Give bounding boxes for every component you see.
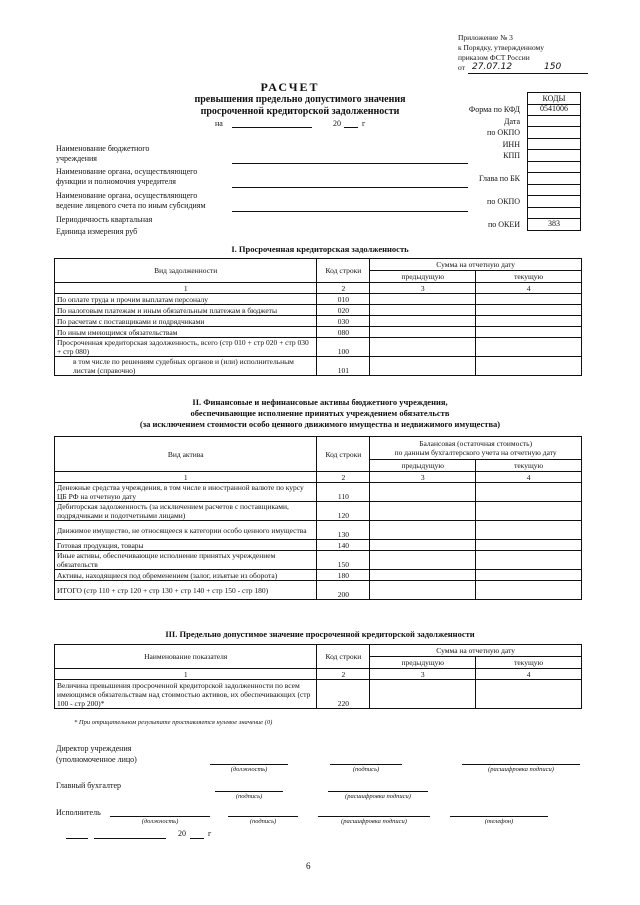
institution-label-1: Наименование бюджетного (56, 144, 150, 153)
row-name: в том числе по решениям судебных органов и (или) исполнительным листам (справочно) (55, 357, 317, 376)
code-label: по ОКПО (487, 128, 520, 137)
s2-num-1: 1 (55, 472, 317, 483)
table-row (55, 551, 582, 570)
s2-col-code: Код строки (317, 437, 370, 472)
s2-col-balance-2: по данным бухгалтерского учета на отчетную дату (394, 448, 557, 457)
founder-label-2: функции и полномочия учредителя (56, 177, 176, 186)
section1-title: I. Просроченная кредиторская задолженность (231, 244, 409, 254)
value-prev-cell[interactable] (370, 502, 476, 521)
row-code: 180 (317, 570, 370, 581)
code-label: по ОКЕИ (487, 220, 520, 229)
s1-num-3: 3 (370, 283, 476, 294)
table-row (55, 680, 582, 709)
code-label: по ОКПО (487, 197, 520, 206)
code-label: ИНН (502, 139, 520, 149)
code-value-cell[interactable] (527, 173, 581, 185)
founder-label (56, 167, 197, 187)
value-cur-cell[interactable] (476, 294, 582, 305)
table-row (55, 483, 582, 502)
s1-col-code: Код строки (317, 259, 370, 283)
code-value-cell[interactable] (527, 127, 581, 139)
code-label: Глава по БК (479, 174, 520, 183)
row-name: По иным имеющимся обязательствам (55, 327, 317, 338)
director-position-caption: (должность) (230, 766, 268, 773)
exec-date-suffix: г (208, 829, 212, 838)
value-prev-cell[interactable] (370, 570, 476, 581)
director-decode-line (462, 764, 580, 765)
row-code: 220 (317, 680, 370, 709)
exec-date-month-line (94, 838, 166, 839)
document-subtitle-2: просроченной кредиторской задолженности (200, 106, 400, 117)
accountant-decode-caption: (расшифровка подписи) (345, 793, 411, 800)
value-prev-cell[interactable] (370, 483, 476, 502)
section2-table (54, 436, 582, 600)
s2-num-2: 2 (317, 472, 370, 483)
row-code: 101 (317, 357, 370, 376)
code-value-cell[interactable] (527, 196, 581, 208)
founder-line (232, 187, 468, 188)
value-cur-cell[interactable] (476, 357, 582, 376)
table-row (55, 316, 582, 327)
founder-label-1: Наименование органа, осуществляющего (56, 167, 198, 176)
row-name: По расчетам с поставщиками и подрядчиками (55, 316, 317, 327)
section2-title-1: II. Финансовые и нефинансовые активы бюджетного учреждения, (192, 397, 448, 407)
accountant-label: Главный бухгалтер (56, 781, 121, 790)
code-label: Форма по КФД (468, 105, 520, 114)
periodicity: Периодичность квартальная (56, 215, 153, 224)
director-label-1: Директор учреждения (56, 744, 132, 753)
subsidy-label-1: Наименование органа, осуществляющего (56, 191, 198, 200)
section2-title-3: (за исключением стоимости особо ценного движимого имущества и недвижимого имущества) (139, 419, 501, 429)
row-name: Активы, находящиеся под обременением (залог, изъятые из оборота) (55, 570, 317, 581)
executor-decode-caption: (расшифровка подписи) (341, 818, 407, 825)
s1-col-prev: предыдущую (370, 271, 476, 283)
s1-num-1: 1 (55, 283, 317, 294)
code-value-cell[interactable] (527, 185, 581, 197)
document-title: РАСЧЕТ (260, 80, 320, 94)
accountant-decode-line (328, 791, 428, 792)
row-code: 100 (317, 338, 370, 357)
accountant-signature-caption: (подпись) (235, 793, 263, 800)
exec-date-day-line (66, 838, 88, 839)
value-cur-cell[interactable] (476, 502, 582, 521)
row-code: 110 (317, 483, 370, 502)
institution-label-2: учреждения (56, 154, 97, 163)
value-prev-cell[interactable] (370, 327, 476, 338)
table-row (55, 581, 582, 600)
row-name: Готовая продукция, товары (55, 540, 317, 551)
code-value-cell[interactable] (527, 208, 581, 220)
date-suffix: г (362, 119, 366, 128)
executor-signature-caption: (подпись) (249, 818, 277, 825)
row-code: 140 (317, 540, 370, 551)
table-row (55, 570, 582, 581)
value-cur-cell[interactable] (476, 540, 582, 551)
row-name: Движимое имущество, не относящееся к категории особо ценного имущества (55, 521, 317, 540)
handwritten-date: 27.07.12 (472, 62, 513, 72)
appendix-line-1: Приложение № 3 (458, 33, 513, 42)
value-prev-cell[interactable] (370, 680, 476, 709)
row-code: 130 (317, 521, 370, 540)
value-prev-cell[interactable] (370, 338, 476, 357)
director-label (56, 743, 137, 765)
appendix-line-2: к Порядку, утвержденному (458, 43, 545, 52)
accountant-signature-line (215, 791, 283, 792)
code-value-cell[interactable] (527, 162, 581, 174)
s3-col-sum: Сумма на отчетную дату (370, 645, 582, 657)
value-cur-cell[interactable] (476, 570, 582, 581)
executor-phone-line (450, 816, 548, 817)
executor-label: Исполнитель (56, 808, 101, 817)
s3-num-3: 3 (370, 669, 476, 680)
footnote: * При отрицательном результате проставляется нулевое значение (0) (74, 719, 273, 726)
table-row (55, 327, 582, 338)
section3-table (54, 644, 582, 709)
date-prefix: на (215, 119, 223, 128)
value-cur-cell[interactable] (476, 521, 582, 540)
page-number: 6 (306, 861, 311, 871)
row-code: 150 (317, 551, 370, 570)
subsidy-line (232, 211, 468, 212)
s3-col-cur: текущую (476, 657, 582, 669)
table-row (55, 305, 582, 316)
unit-of-measure: Единица измерения руб (56, 227, 138, 236)
s3-col-code: Код строки (317, 645, 370, 669)
table-row (55, 540, 582, 551)
code-value-cell[interactable]: 383 (527, 219, 581, 231)
value-prev-cell[interactable] (370, 357, 476, 376)
director-decode-caption: (расшифровка подписи) (488, 766, 554, 773)
table-row (55, 502, 582, 521)
value-prev-cell[interactable] (370, 316, 476, 327)
value-prev-cell[interactable] (370, 581, 476, 600)
executor-position-line (110, 816, 210, 817)
exec-date-year: 20 (178, 829, 186, 838)
row-name: ИТОГО (стр 110 + стр 120 + стр 130 + стр 140 + стр 150 - стр 180) (55, 581, 317, 600)
appendix-line-4: от (458, 63, 465, 72)
s2-col-cur: текущую (476, 460, 582, 472)
table-row (55, 338, 582, 357)
value-cur-cell[interactable] (476, 338, 582, 357)
s1-col-sum: Сумма на отчетную дату (370, 259, 582, 271)
appendix-line-3: приказом ФСТ России (458, 53, 530, 62)
s2-col-type: Вид актива (55, 437, 317, 472)
row-name: Денежные средства учреждения, в том числе в иностранной валюте по курсу ЦБ РФ на отчетную дату (55, 483, 317, 502)
s3-num-2: 2 (317, 669, 370, 680)
section3-title: III. Предельно допустимое значение просроченной кредиторской задолженности (165, 629, 475, 639)
s3-num-4: 4 (476, 669, 582, 680)
executor-phone-caption: (телефон) (484, 818, 514, 825)
row-name: Просроченная кредиторская задолженность, всего (стр 010 + стр 020 + стр 030 + стр 080) (55, 338, 317, 357)
s2-num-4: 4 (476, 472, 582, 483)
value-cur-cell[interactable] (476, 680, 582, 709)
s2-num-3: 3 (370, 472, 476, 483)
row-code: 030 (317, 316, 370, 327)
director-label-2: (уполномоченное лицо) (56, 755, 137, 764)
director-position-line (210, 764, 288, 765)
s1-col-cur: текущую (476, 271, 582, 283)
director-signature-line (330, 764, 402, 765)
row-name: Иные активы, обеспечивающие исполнение принятых учреждением обязательств (55, 551, 317, 570)
codes-heading: КОДЫ (527, 92, 581, 105)
row-code: 120 (317, 502, 370, 521)
code-label: Дата (504, 116, 520, 126)
value-prev-cell[interactable] (370, 521, 476, 540)
value-cur-cell[interactable] (476, 551, 582, 570)
s3-col-prev: предыдущую (370, 657, 476, 669)
handwritten-number: 150 (544, 62, 562, 72)
value-prev-cell[interactable] (370, 551, 476, 570)
executor-position-caption: (должность) (141, 818, 179, 825)
s1-num-2: 2 (317, 283, 370, 294)
value-cur-cell[interactable] (476, 327, 582, 338)
appendix-note (458, 33, 562, 75)
table-row (55, 521, 582, 540)
section2-title (80, 397, 560, 430)
value-cur-cell[interactable] (476, 483, 582, 502)
row-code: 010 (317, 294, 370, 305)
value-prev-cell[interactable] (370, 305, 476, 316)
code-value-cell[interactable] (527, 116, 581, 128)
document-subtitle-1: превышения предельно допустимого значения (194, 94, 406, 105)
code-value-cell[interactable] (527, 150, 581, 162)
value-cur-cell[interactable] (476, 581, 582, 600)
row-name: По налоговым платежам и иным обязательным платежам в бюджеты (55, 305, 317, 316)
section2-title-2: обеспечивающие исполнение принятых учреждением обязательств (190, 408, 450, 418)
subsidy-label-2: ведение лицевого счета по иным субсидиям (56, 201, 206, 210)
code-value-cell[interactable] (527, 139, 581, 151)
table-row (55, 294, 582, 305)
section1-table (54, 258, 582, 376)
executor-decode-line (318, 816, 430, 817)
row-code: 020 (317, 305, 370, 316)
s2-col-balance (370, 437, 582, 460)
codes-values (527, 104, 581, 231)
date-year: 20 (333, 119, 341, 128)
s1-num-4: 4 (476, 283, 582, 294)
value-cur-cell[interactable] (476, 316, 582, 327)
s1-col-type: Вид задолженности (55, 259, 317, 283)
subsidy-label (56, 191, 206, 211)
s2-col-balance-1: Балансовая (остаточная стоимость) (419, 439, 533, 448)
code-label (420, 208, 520, 220)
value-cur-cell[interactable] (476, 305, 582, 316)
institution-label (56, 144, 149, 164)
row-name: Дебиторская задолженность (за исключением расчетов с поставщиками, подрядчиками и подотчетными лицами) (55, 502, 317, 521)
value-prev-cell[interactable] (370, 294, 476, 305)
row-code: 200 (317, 581, 370, 600)
row-name: По оплате труда и прочим выплатам персоналу (55, 294, 317, 305)
code-label: КПП (503, 151, 520, 160)
s2-col-prev: предыдущую (370, 460, 476, 472)
s3-num-1: 1 (55, 669, 317, 680)
row-code: 080 (317, 327, 370, 338)
executor-signature-line (228, 816, 298, 817)
row-name: Величина превышения просроченной кредиторской задолженности по всем имеющимся обязательствам над стоимостью активов, их обеспечивающих (стр 100 - стр 200)* (55, 680, 317, 709)
table-row (55, 357, 582, 376)
code-value-cell[interactable]: 0541006 (527, 104, 581, 116)
institution-line (232, 163, 468, 164)
s3-col-type: Наименование показателя (55, 645, 317, 669)
exec-date-year-line (190, 838, 204, 839)
value-prev-cell[interactable] (370, 540, 476, 551)
director-signature-caption: (подпись) (352, 766, 380, 773)
